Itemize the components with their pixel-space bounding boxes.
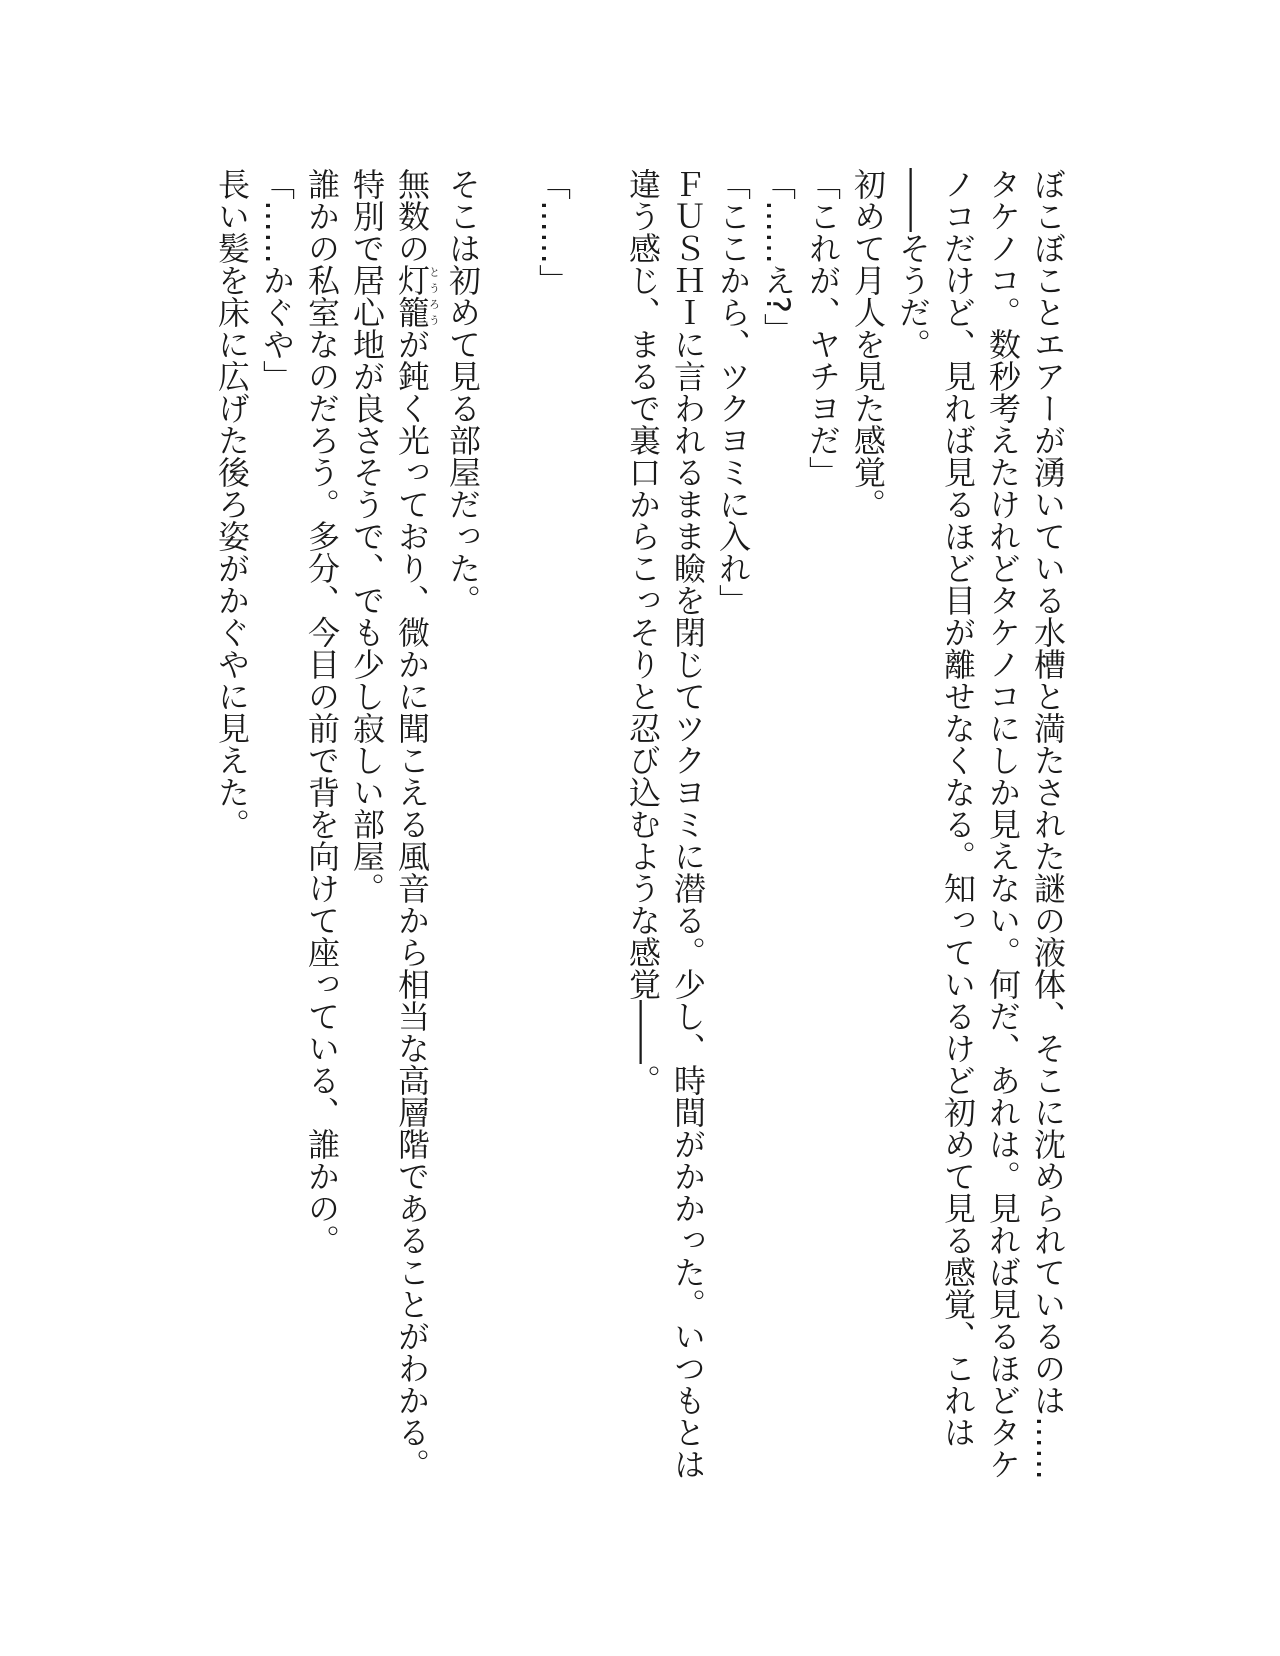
paragraph-long-hair <box>209 168 254 1488</box>
blank-line <box>575 168 620 1488</box>
paragraph-text: 初めて月人を見た感覚。 <box>849 168 887 520</box>
paragraph-room <box>440 168 485 1488</box>
ruby-annotation <box>393 264 441 328</box>
paragraph-aquarium <box>890 168 1070 1488</box>
paragraph-text-before: 無数の <box>393 168 431 264</box>
ruby-base: 灯籠 <box>393 264 431 328</box>
paragraph-text: 特別で居心地が良さそうで、でも少し寂しい部屋。 <box>348 168 386 904</box>
dialogue-line <box>254 168 299 1488</box>
paragraph-text: 「……え?」 <box>759 168 797 345</box>
dialogue-line <box>710 168 755 1488</box>
paragraph-text: 「……かぐや」 <box>258 168 296 392</box>
paragraph-text: 誰かの私室なのだろう。多分、今目の前で背を向けて座っている、誰かの。 <box>303 168 341 1256</box>
paragraph-text: ＦＵＳＨＩに言われるまま瞼を閉じてツクヨミに潜る。少し、時間がかかった。いつもとは違う感じ、まるで裏口からこっそりと忍び込むような感覚――。 <box>624 168 707 1480</box>
dialogue-line <box>530 168 575 1488</box>
paragraph-text: そこは初めて見る部屋だった。 <box>444 168 482 616</box>
paragraph-first-sight <box>845 168 890 1488</box>
paragraph-text: 長い髪を床に広げた後ろ姿がかぐやに見えた。 <box>213 168 251 840</box>
paragraph-text: ぼこぼことエアーが湧いている水槽と満たされた謎の液体、そこに沈められているのは……タケノコ。数秒考えたけれどタケノコにしか見えない。何だ、あれは。見れば見るほどタケノコだけど、見れば見るほど目が離せなくなる。知っているけど初めて見る感覚、これは――そうだ。 <box>894 168 1067 1480</box>
paragraph-lanterns <box>389 168 440 1488</box>
ruby-reading: とうろう <box>427 264 441 328</box>
paragraph-private-room <box>299 168 344 1488</box>
dialogue-line <box>800 168 845 1488</box>
vertical-text-body <box>190 168 1070 1488</box>
paragraph-dive <box>620 168 710 1488</box>
blank-line <box>485 168 530 1488</box>
dialogue-line <box>755 168 800 1488</box>
paragraph-special-room <box>344 168 389 1488</box>
paragraph-text: 「これが、ヤチヨだ」 <box>804 168 842 488</box>
paragraph-text-after: が鈍く光っており、微かに聞こえる風音から相当な高層階であることがわかる。 <box>393 328 431 1480</box>
paragraph-text: 「ここから、ツクヨミに入れ」 <box>714 168 752 616</box>
paragraph-text: 「……」 <box>534 168 572 296</box>
